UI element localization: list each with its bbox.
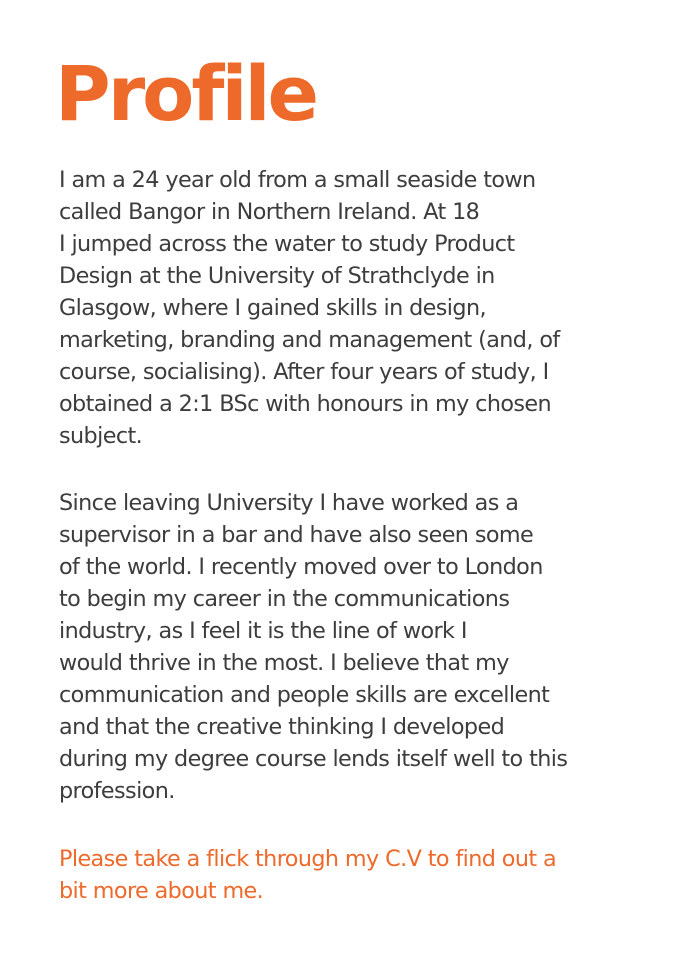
paragraph-line: and that the creative thinking I developed (59, 714, 505, 740)
page-title: Profile (55, 49, 317, 138)
paragraph-line: would thrive in the most. I believe that my (59, 650, 509, 676)
paragraph-line: during my degree course lends itself well to this (59, 746, 568, 772)
paragraph-line: obtained a 2:1 BSc with honours in my chosen (59, 391, 552, 417)
paragraph-line: industry, as I feel it is the line of work I (59, 618, 467, 644)
paragraph-line: communication and people skills are excellent (59, 682, 550, 708)
paragraph-line: I am a 24 year old from a small seaside town (59, 167, 536, 193)
cv-callout (59, 843, 639, 907)
career-paragraph (59, 487, 639, 807)
paragraph-line: Design at the University of Strathclyde in (59, 263, 495, 289)
paragraph-line: subject. (59, 423, 143, 449)
paragraph-line: of the world. I recently moved over to London (59, 554, 543, 580)
paragraph-line: called Bangor in Northern Ireland. At 18 (59, 199, 480, 225)
paragraph-line: supervisor in a bar and have also seen some (59, 522, 534, 548)
callout-line: Please take a flick through my C.V to find out a (59, 846, 557, 872)
callout-line: bit more about me. (59, 878, 264, 904)
paragraph-line: to begin my career in the communications (59, 586, 510, 612)
paragraph-line: Glasgow, where I gained skills in design, (59, 295, 486, 321)
paragraph-line: Since leaving University I have worked as a (59, 490, 519, 516)
paragraph-line: I jumped across the water to study Product (59, 231, 515, 257)
paragraph-line: marketing, branding and management (and, of (59, 327, 560, 353)
paragraph-line: course, socialising). After four years of study, I (59, 359, 549, 385)
intro-paragraph (59, 164, 639, 452)
paragraph-line: profession. (59, 778, 175, 804)
